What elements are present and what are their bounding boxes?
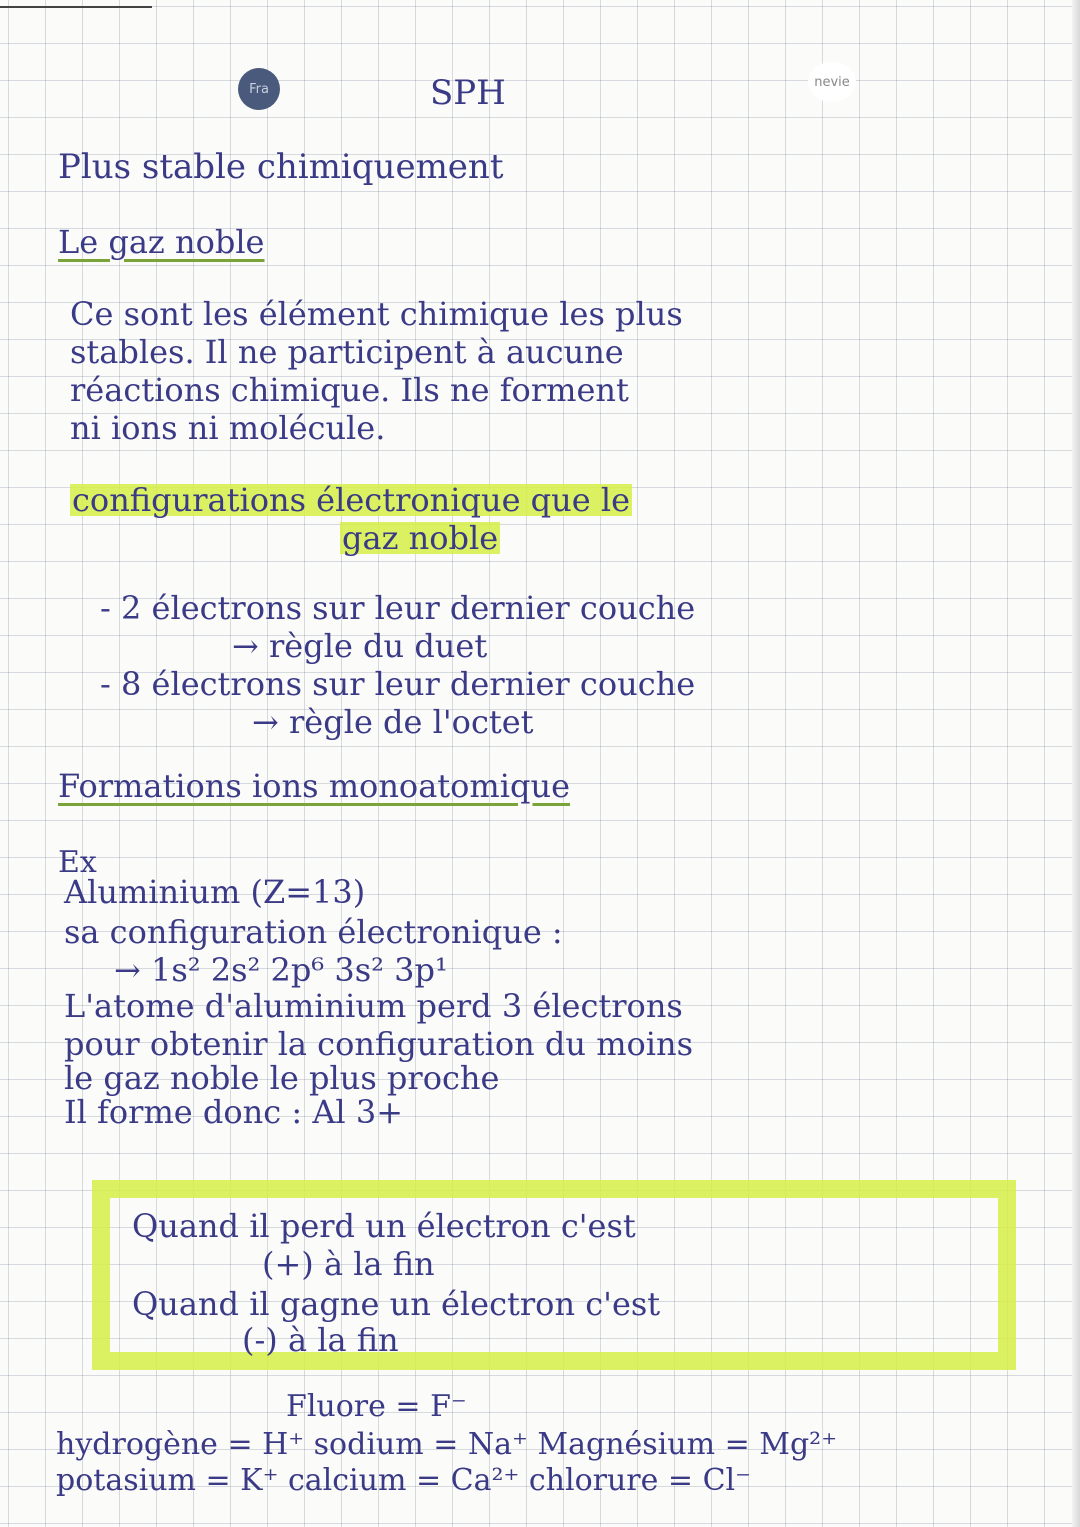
brand-logo (808, 62, 856, 102)
highlight-line: gaz noble (342, 519, 499, 557)
heading-gaz-noble: Le gaz noble (58, 223, 265, 261)
page-title: SPH (430, 73, 506, 113)
top-rule (0, 6, 152, 8)
bullet-sub-line: → règle de l'octet (252, 703, 534, 741)
ion-line: Fluore = F⁻ (286, 1389, 467, 1424)
bullet-line: - 2 électrons sur leur dernier couche (100, 589, 696, 627)
box-line: (+) à la fin (262, 1245, 435, 1283)
bullet-sub-line: → règle du duet (232, 627, 488, 665)
text-line: Il forme donc : Al 3+ (64, 1093, 403, 1131)
ion-line: hydrogène = H⁺ sodium = Na⁺ Magnésium = Mg²⁺ (56, 1427, 838, 1462)
ion-line: potasium = K⁺ calcium = Ca²⁺ chlorure = Cl⁻ (56, 1463, 751, 1498)
text-line: stables. Il ne participent à aucune (70, 333, 624, 371)
avatar-label: Fra (249, 81, 269, 97)
text-line: le gaz noble le plus proche (64, 1059, 500, 1097)
text-line: sa configuration électronique : (64, 913, 563, 951)
user-avatar[interactable] (238, 68, 280, 110)
box-line: Quand il perd un électron c'est (132, 1207, 636, 1245)
text-line: Ex (58, 845, 97, 880)
text-line: → 1s² 2s² 2p⁶ 3s² 3p¹ (114, 951, 448, 989)
text-line: pour obtenir la configuration du moins (64, 1025, 694, 1063)
brand-label: nevie (814, 74, 850, 90)
text-line: L'atome d'aluminium perd 3 électrons (64, 987, 683, 1025)
text-line: ni ions ni molécule. (70, 409, 386, 447)
box-line: (-) à la fin (242, 1321, 399, 1359)
text-line: Aluminium (Z=13) (64, 873, 366, 911)
highlight-line: configurations électronique que le (72, 481, 631, 519)
intro-line: Plus stable chimiquement (58, 147, 504, 187)
heading-ions: Formations ions monoatomique (58, 767, 570, 805)
page-edge (1072, 0, 1080, 1527)
bullet-line: - 8 électrons sur leur dernier couche (100, 665, 696, 703)
box-line: Quand il gagne un électron c'est (132, 1285, 661, 1323)
text-line: Ce sont les élément chimique les plus (70, 295, 683, 333)
text-line: réactions chimique. Ils ne forment (70, 371, 629, 409)
